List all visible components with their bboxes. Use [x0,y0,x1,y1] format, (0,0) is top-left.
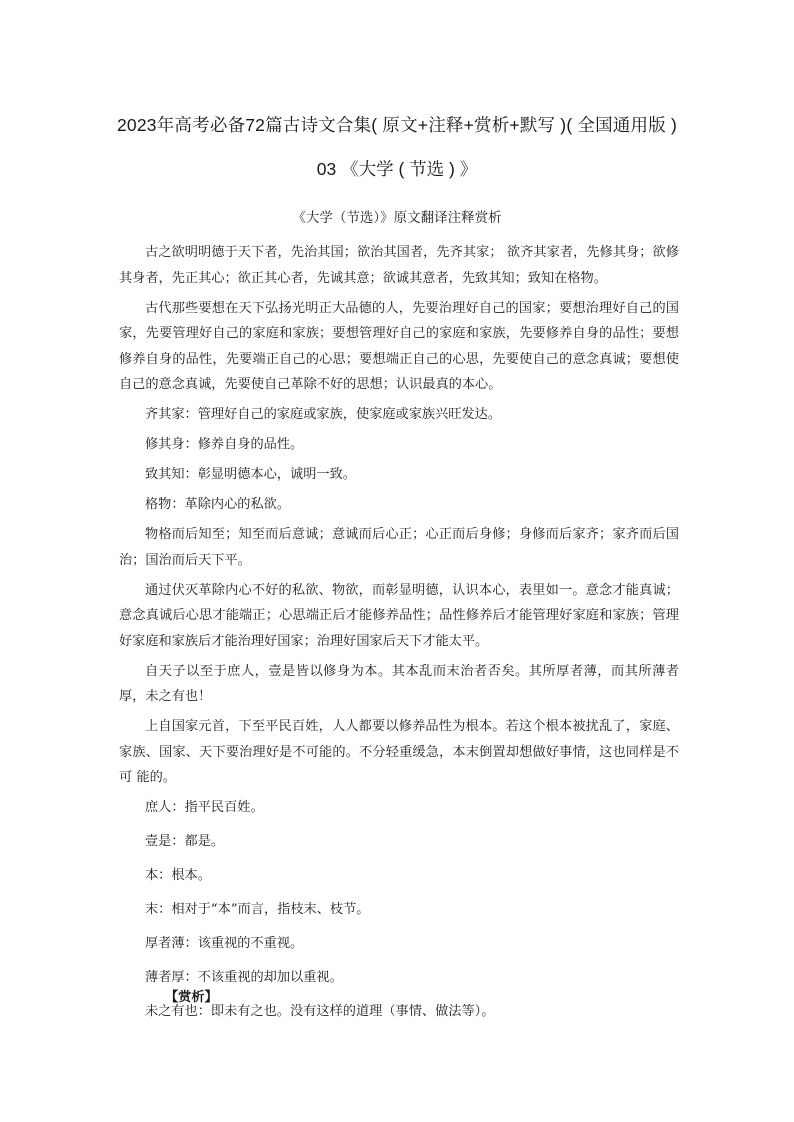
note-wei-zhi-you-ye: 未之有也：即未有之也。没有这样的道理（事情、做法等）。 [145,1004,495,1019]
note-ben: 本：根本。 [145,868,211,883]
appreciation-heading: 【赏析】 [165,990,218,1005]
note-yi-shi: 壹是：都是。 [145,834,225,849]
note-mo: 末：相对于“本”而言，指枝末、枝节。 [145,902,370,917]
document-body [119,240,679,1033]
paragraph-original-2: 物格而后知至；知至而后意诚；意诚而后心正；心正而后身修；身修而后家齐；家齐而后国治；国治而后天下平。 [119,527,679,568]
note-bo-zhe-hou: 薄者厚：不该重视的却加以重视。 [145,970,343,985]
annotation-zhi-qi-zhi: 致其知：彰显明德本心，诚明一致。 [145,467,356,482]
annotation-xiu-qi-shen: 修其身：修养自身的品性。 [145,437,304,452]
section-heading: 《大学（节选）》原文翻译注释赏析 [292,210,502,226]
note-shu-ren: 庶人：指平民百姓。 [145,800,264,815]
note-hou-zhe-bo: 厚者薄：该重视的不重视。 [145,936,304,951]
document-title: 2023年高考必备72篇古诗文合集( 原文+注释+赏析+默写 )( 全国通用版 ) [116,115,677,135]
paragraph-translation-2: 通过伏灭革除内心不好的私欲、物欲，而彰显明德，认识本心，表里如一。意念才能真诚；意念真诚后心思才能端正；心思端正后才能修养品性；品性修养后才能管理好家庭和家族；管理好家庭和家族后才能治理好国家；治理好国家后天下才能太平。 [119,582,679,649]
paragraph-original-3: 自天子以至于庶人，壹是皆以修身为本。其本乱而末治者否矣。其所厚者薄，而其所薄者厚，未之有也！ [119,663,679,704]
paragraph-original-1: 古之欲明明德于天下者，先治其国；欲治其国者，先齐其家； 欲齐其家者，先修其身；欲修其身者，先正其心；欲正其心者，先诚其意；欲诚其意者，先致其知；致知在格物。 [119,245,679,286]
paragraph-translation-1: 古代那些要想在天下弘扬光明正大品德的人，先要治理好自己的国家；要想治理好自己的国家，先要管理好自己的家庭和家族；要想管理好自己的家庭和家族，先要修养自身的品性；要想修养自身的品性，先要端正自己的心思；要想端正自己的心思，先要使自己的意念真诚；要想使自己的意念真诚，先要使自己革除不好的思想；认识最真的本心。 [119,300,679,392]
document-subtitle: 03 《大学 ( 节选 ) 》 [316,159,478,179]
paragraph-translation-3: 上自国家元首，下至平民百姓，人人都要以修养品性为根本。若这个根本被扰乱了，家庭、家族、国家、天下要治理好是不可能的。不分轻重缓急，本末倒置却想做好事情，这也同样是不可 能的。 [119,719,679,785]
annotation-ge-wu: 格物：革除内心的私欲。 [145,497,291,512]
annotation-qi-qi-jia: 齐其家：管理好自己的家庭或家族，使家庭或家族兴旺发达。 [145,407,502,422]
